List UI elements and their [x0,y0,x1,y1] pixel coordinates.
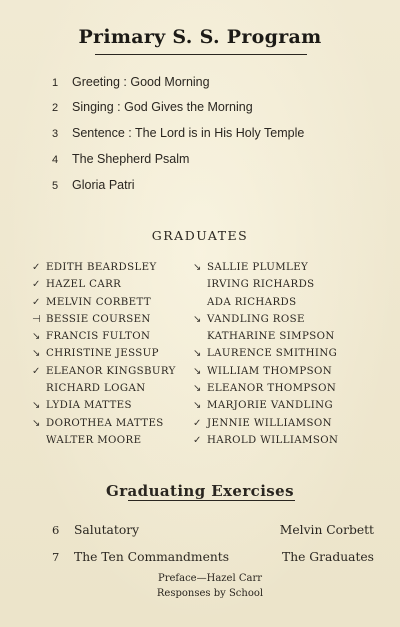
program-item-text: Greeting : Good Morning [72,75,210,89]
check-mark-icon: ↘ [32,417,41,429]
graduate-entry [32,432,176,449]
graduate-name: ELEANOR KINGSBURY [46,365,176,377]
exercise-item [52,523,374,541]
program-item [52,75,210,93]
graduate-name: IRVING RICHARDS [207,279,315,291]
graduate-name: LYDIA MATTES [46,400,132,412]
program-item [52,178,135,196]
check-mark-icon: ✓ [32,262,41,273]
graduate-entry [193,432,338,449]
graduate-entry [193,328,338,345]
program-item-text: Singing : God Gives the Morning [72,100,253,114]
exercise-performer: Melvin Corbett [279,523,374,537]
exercise-text: Salutatory [74,523,140,537]
graduate-entry [32,311,176,328]
graduate-name: DOROTHEA MATTES [46,417,164,429]
check-mark-icon: ↘ [193,365,202,377]
check-mark-icon: ⊣ [32,313,42,325]
graduates-list-left [32,259,176,449]
program-item-number: 1 [52,77,59,89]
check-mark-icon: ↘ [32,348,41,360]
exercise-number: 6 [52,523,60,537]
program-item-text: Sentence : The Lord is in His Holy Temple [72,126,305,140]
graduate-name: KATHARINE SIMPSON [207,331,335,343]
program-item-text: Gloria Patri [72,178,135,192]
graduate-entry [193,415,338,432]
graduate-entry [193,345,338,362]
program-item [52,152,189,170]
exercise-performer: The Graduates [282,550,374,564]
graduate-name: FRANCIS FULTON [46,331,151,343]
program-item [52,100,253,118]
graduate-name: BESSIE COURSEN [46,313,151,325]
program-title: Primary S. S. Program [78,26,322,48]
graduate-entry [32,276,176,293]
exercise-text: The Ten Commandments [74,550,230,564]
graduates-list-right [193,259,338,449]
program-item-number: 2 [52,102,59,114]
graduate-name: HAZEL CARR [46,279,122,291]
graduate-entry [32,328,176,345]
check-mark-icon: ↘ [193,383,202,395]
check-mark-icon: ↘ [32,400,41,412]
program-item-number: 4 [52,154,59,166]
graduate-entry [193,380,338,397]
graduate-name: RICHARD LOGAN [46,383,146,395]
graduate-entry [32,294,176,311]
graduate-name: WILLIAM THOMPSON [207,365,333,377]
graduate-name: JENNIE WILLIAMSON [207,417,332,429]
exercises-heading: Graduating Exercises [106,482,294,500]
graduate-name: HAROLD WILLIAMSON [207,434,339,446]
graduate-entry [193,397,338,414]
exercise-item [52,550,374,568]
check-mark-icon: ↘ [193,313,202,325]
check-mark-icon: ↘ [193,262,202,273]
graduate-entry [32,363,176,380]
graduates-heading: GRADUATES [151,228,249,243]
check-mark-icon: ↘ [193,348,202,360]
graduate-entry [32,415,176,432]
exercise-subline: Preface—Hazel Carr [157,573,263,584]
title-underline [95,54,307,55]
graduate-entry [193,259,338,276]
program-item-text: The Shepherd Psalm [72,152,190,166]
exercises-underline [128,500,295,501]
graduate-entry [32,380,176,397]
check-mark-icon: ✓ [193,434,202,446]
graduate-name: SALLIE PLUMLEY [207,262,309,273]
graduate-name: MELVIN CORBETT [46,296,152,308]
graduate-entry [193,311,338,328]
graduate-name: ELEANOR THOMPSON [207,383,337,395]
program-item [52,126,304,144]
graduate-name: LAURENCE SMITHING [207,348,338,360]
check-mark-icon: ✓ [32,365,41,377]
check-mark-icon: ↘ [193,400,202,412]
program-item-number: 5 [52,180,59,192]
graduate-entry [32,397,176,414]
graduate-name: CHRISTINE JESSUP [46,348,159,360]
graduate-name: EDITH BEARDSLEY [46,262,157,273]
graduate-entry [32,259,176,276]
graduate-name: VANDLING ROSE [207,313,305,325]
graduate-name: MARJORIE VANDLING [207,400,334,412]
check-mark-icon: ↘ [32,331,41,343]
exercise-number: 7 [52,550,60,564]
exercise-subline: Responses by School [156,588,264,599]
graduate-entry [32,345,176,362]
check-mark-icon: ✓ [32,296,41,308]
graduate-entry [193,294,338,311]
check-mark-icon: ✓ [32,279,41,291]
check-mark-icon: ✓ [193,417,202,429]
program-item-number: 3 [52,128,59,140]
graduate-entry [193,276,338,293]
graduate-name: WALTER MOORE [46,434,142,446]
graduate-entry [193,363,338,380]
graduate-name: ADA RICHARDS [207,296,297,308]
